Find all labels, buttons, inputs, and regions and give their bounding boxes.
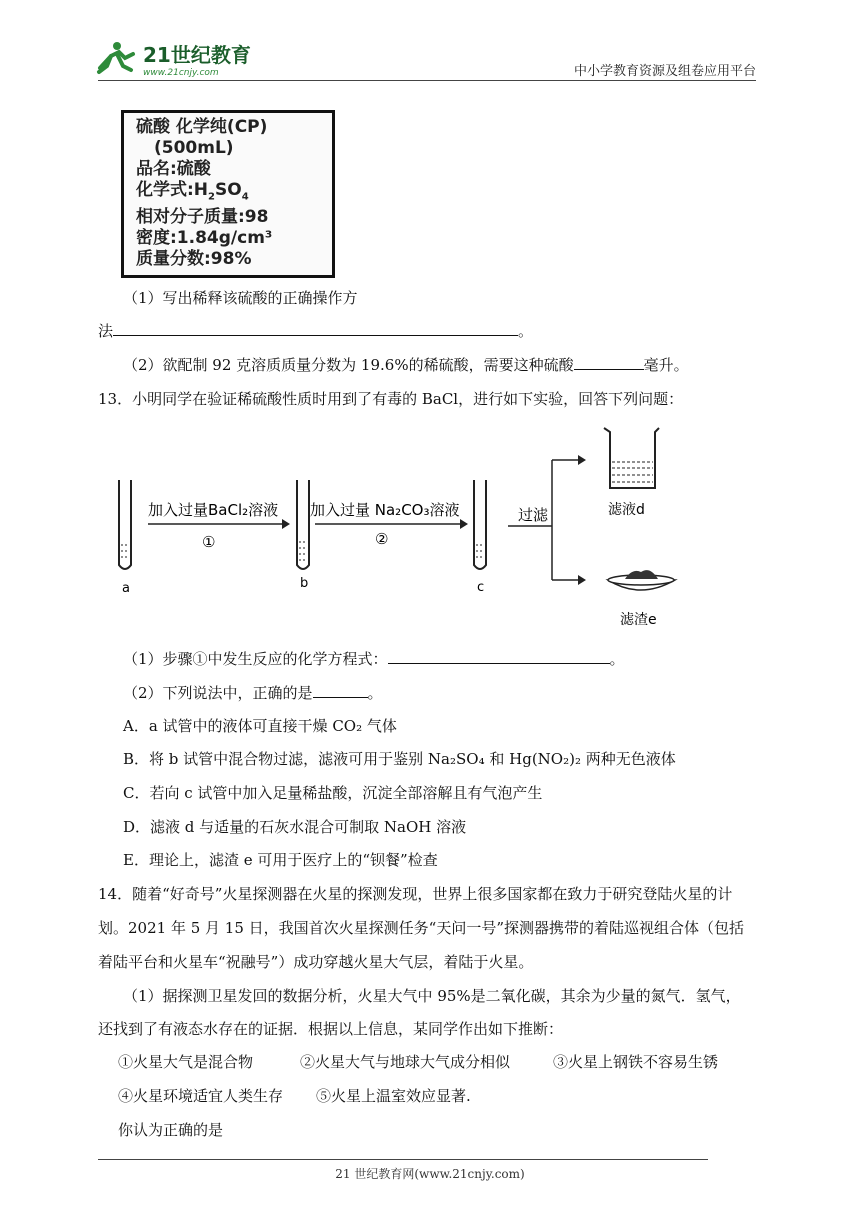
label-line-7: 质量分数:98% xyxy=(136,249,252,270)
residue-label: 滤渣e xyxy=(620,612,657,628)
q13-option-a: A．a 试管中的液体可直接干燥 CO₂ 气体 xyxy=(123,717,397,735)
test-tube-a xyxy=(119,480,131,569)
q14-choice-2: ②火星大气与地球大气成分相似 xyxy=(300,1053,511,1071)
step2-label: 加入过量 Na₂CO₃溶液 xyxy=(310,501,460,519)
tube-c-label: c xyxy=(477,580,485,595)
step1-number: ① xyxy=(202,533,216,551)
filter-label: 过滤 xyxy=(518,506,549,524)
q13-option-d: D．滤液 d 与适量的石灰水混合可制取 NaOH 溶液 xyxy=(123,818,467,836)
step2-number: ② xyxy=(375,530,389,548)
q13-option-e: E．理论上，滤渣 e 可用于医疗上的“钡餐”检查 xyxy=(123,851,438,869)
q12-part1: （1）写出稀释该硫酸的正确操作方 xyxy=(123,289,358,307)
label-line-3: 品名:硫酸 xyxy=(136,159,211,179)
label-line-2: (500mL) xyxy=(154,138,234,158)
q13-option-c: C．若向 c 试管中加入足量稀盐酸，沉淀全部溶解且有气泡产生 xyxy=(123,784,543,802)
q14-line-4: （1）据探测卫星发回的数据分析，火星大气中 95%是二氧化碳，其余为少量的氮气．氢气， xyxy=(123,987,741,1005)
q14-choice-4: ④火星环境适宜人类生存 xyxy=(118,1087,284,1105)
q13-part2: （2）下列说法中，正确的是 。 xyxy=(123,684,383,702)
q14-line-5: 还找到了有液态水存在的证据．根据以上信息，某同学作出如下推断： xyxy=(98,1020,564,1038)
answer-blank[interactable] xyxy=(388,662,610,664)
answer-blank[interactable] xyxy=(313,696,368,698)
q12-part2: （2）欲配制 92 克溶质质量分数为 19.6%的稀硫酸，需要这种硫酸 毫升。 xyxy=(123,356,689,374)
q12-part1-cont: 法 。 xyxy=(98,322,534,340)
header-platform-name: 中小学教育资源及组卷应用平台 xyxy=(573,64,756,79)
q13-part1: （1）步骤①中发生反应的化学方程式： 。 xyxy=(123,650,625,668)
beaker-icon xyxy=(604,428,659,488)
answer-blank[interactable] xyxy=(574,368,644,370)
header-divider xyxy=(98,80,756,81)
sulfuric-acid-label xyxy=(121,110,335,278)
dish-icon xyxy=(608,570,675,590)
q14-line-2: 划。2021 年 5 月 15 日，我国首次火星探测任务“天问一号”探测器携带的着陆巡视组合体（包括 xyxy=(98,919,744,937)
label-line-1: 硫酸 化学纯(CP) xyxy=(136,117,268,137)
runner-icon xyxy=(99,42,133,72)
answer-blank[interactable] xyxy=(113,334,518,336)
q14-choice-5: ⑤火星上温室效应显著. xyxy=(316,1087,471,1105)
q14-choice-3: ③火星上钢铁不容易生锈 xyxy=(553,1053,719,1071)
q14-line-1: 14．随着“好奇号”火星探测器在火星的探测发现，世界上很多国家都在致力于研究登陆火星的计 xyxy=(98,885,733,903)
q13-option-b: B．将 b 试管中混合物过滤，滤液可用于鉴别 Na₂SO₄ 和 Hg(NO₂)₂ 两种无色液体 xyxy=(123,750,676,768)
logo-url: www.21cnjy.com xyxy=(143,68,219,78)
footer-text: 21 世纪教育网(www.21cnjy.com) xyxy=(335,1167,525,1181)
filtrate-label: 滤液d xyxy=(608,502,645,518)
tube-a-label: a xyxy=(122,581,130,596)
q14-line-3: 着陆平台和火星车“祝融号”）成功穿越火星大气层，着陆于火星。 xyxy=(98,953,534,971)
label-line-4: 化学式$:H_2SO_4$ xyxy=(136,180,249,203)
q14-choice-1: ①火星大气是混合物 xyxy=(118,1053,254,1071)
q14-line-6: 你认为正确的是 xyxy=(118,1121,224,1139)
experiment-diagram xyxy=(110,420,750,635)
label-line-6: 密度:1.84g/cm³ xyxy=(136,228,273,249)
label-line-5: 相对分子质量:98 xyxy=(136,207,269,228)
tube-b-label: b xyxy=(300,576,309,591)
footer-divider xyxy=(98,1159,708,1160)
test-tube-c xyxy=(474,480,486,569)
q13-stem: 13．小明同学在验证稀硫酸性质时用到了有毒的 BaCl，进行如下实验，回答下列问题： xyxy=(98,390,684,408)
site-logo xyxy=(95,38,265,78)
test-tube-b xyxy=(297,480,309,569)
logo-text: 21世纪教育 xyxy=(143,43,251,67)
step1-label: 加入过量BaCl₂溶液 xyxy=(148,501,279,519)
